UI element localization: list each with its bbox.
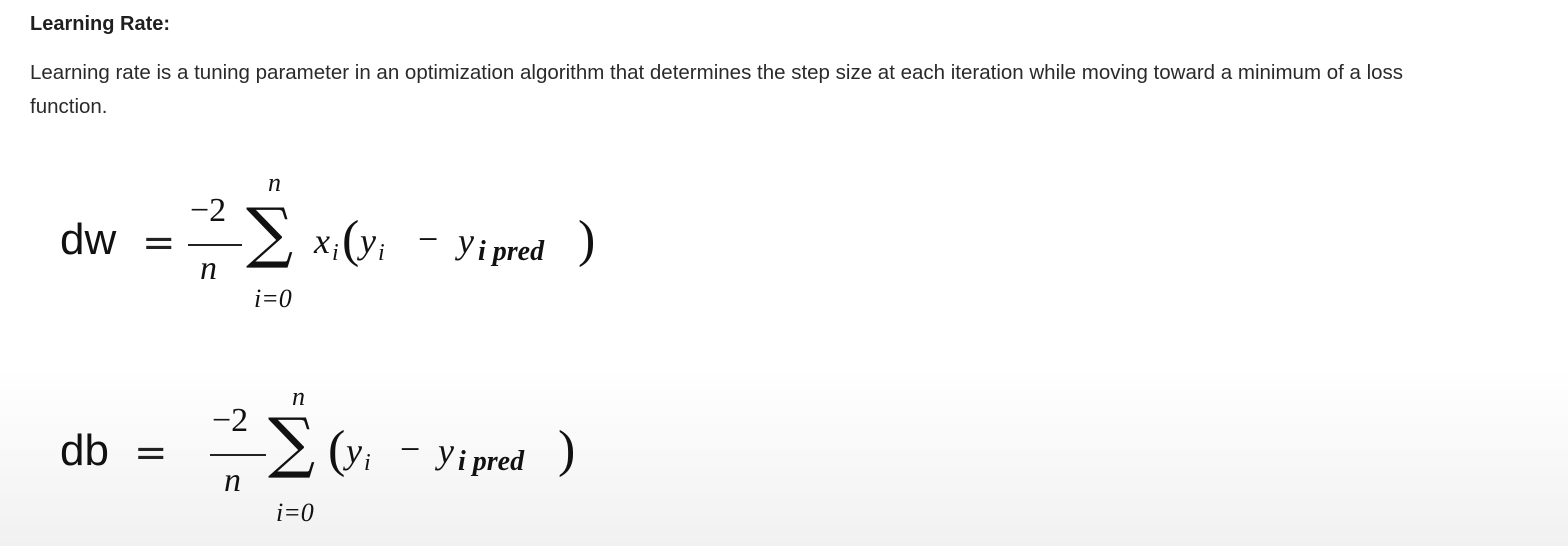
dw-y1: y — [360, 221, 376, 261]
dw-numerator: −2 — [190, 192, 227, 229]
db-minus: − — [400, 429, 421, 469]
db-y1: y — [346, 431, 362, 471]
db-close-paren: ) — [558, 421, 576, 478]
db-sum-upper: n — [292, 382, 305, 411]
db-equals-sign: = — [134, 430, 168, 476]
dw-sum-upper: n — [268, 168, 281, 197]
section-heading: Learning Rate: — [30, 13, 171, 35]
dw-factor-sub: i — [332, 240, 339, 266]
dw-denominator: n — [200, 250, 217, 287]
db-y1-sub: i — [364, 450, 371, 476]
db-fraction-bar — [210, 454, 266, 456]
dw-equals-sign: = — [142, 220, 176, 266]
db-y2: y — [438, 431, 454, 471]
equation-dw — [0, 160, 700, 320]
db-lhs: db — [60, 426, 109, 475]
dw-fraction-bar — [188, 244, 242, 246]
db-sum-lower: i=0 — [276, 498, 314, 527]
equation-db — [0, 370, 700, 530]
dw-y2: y — [458, 221, 474, 261]
dw-close-paren: ) — [578, 211, 596, 268]
db-open-paren: ( — [328, 421, 346, 478]
dw-lhs: dw — [60, 215, 117, 264]
dw-y1-sub: i — [378, 240, 385, 266]
db-numerator: −2 — [212, 402, 249, 439]
dw-minus: − — [418, 219, 439, 259]
dw-factor-x: x — [314, 221, 330, 261]
db-sigma: ∑ — [268, 404, 316, 481]
dw-y2-sub: i pred — [478, 236, 545, 267]
dw-sum-lower: i=0 — [254, 284, 292, 313]
dw-sigma: ∑ — [246, 194, 294, 271]
section-description: Learning rate is a tuning parameter in an optimization algorithm that determines the step size at each iteration while moving toward a minimum of a loss function. — [30, 61, 1404, 118]
db-denominator: n — [224, 462, 241, 499]
dw-open-paren: ( — [342, 211, 360, 268]
db-y2-sub: i pred — [458, 446, 525, 477]
